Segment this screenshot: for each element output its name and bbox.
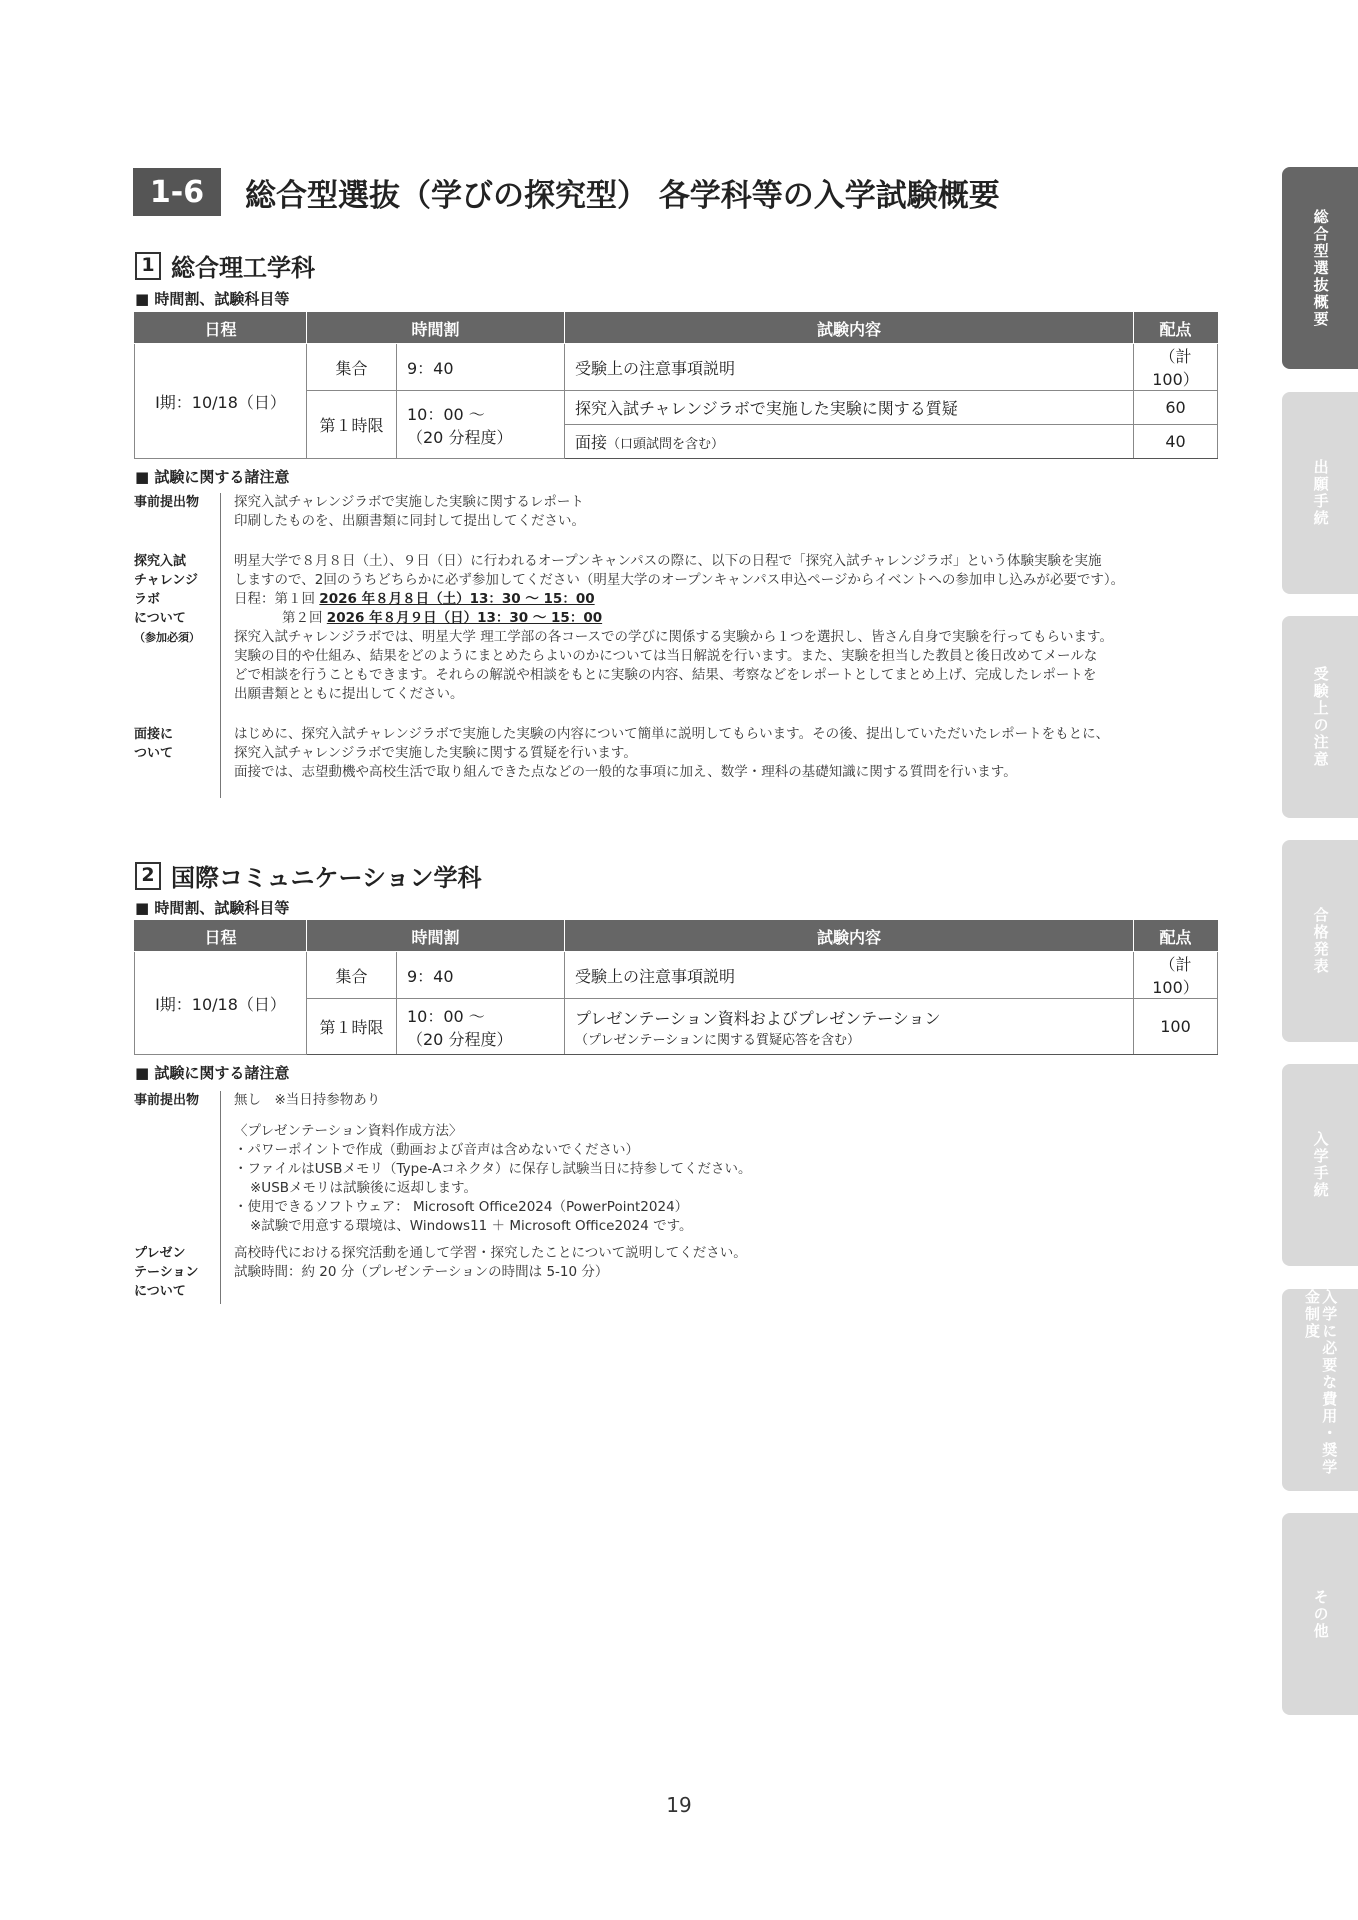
time-start: 10：00 〜 — [407, 404, 485, 424]
side-tab-application[interactable] — [1282, 392, 1358, 594]
note-line: ・ファイルはUSBメモリ（Type-Aコネクタ）に保存し試験当日に持参してください。 — [234, 1161, 752, 1177]
label-line: ラボ — [134, 592, 161, 607]
note-line: 実験の目的や仕組み、結果をどのようにまとめたらよいのかについては当日解説を行います。また、実験を担当した教員と後日改めてメールな — [234, 648, 1098, 664]
header-points: 配点 — [1134, 313, 1218, 344]
note-line: どで相談を行うこともできます。それらの解説や相談をもとに実験の内容、結果、考察などをレポートとしてまとめ上げ、完成したレポートを — [234, 667, 1097, 683]
section2-schedule-table — [134, 920, 1218, 1055]
period-cell: 第１時限 — [307, 999, 397, 1055]
period-cell: 集合 — [307, 952, 397, 999]
note-label-submission: 事前提出物 — [134, 495, 200, 510]
section1-number: 1 — [135, 252, 161, 280]
page-title-text: 総合型選抜（学びの探究型） 各学科等の入学試験概要 — [245, 177, 1000, 214]
side-tab-enrollment[interactable] — [1282, 1064, 1358, 1266]
tab-label: 総合型選抜概要 — [1311, 208, 1330, 328]
note-label-challenge-lab — [134, 552, 220, 725]
section2-notes — [134, 1091, 1224, 1304]
table-header-row — [135, 921, 1218, 952]
side-tab-exam-notes[interactable] — [1282, 616, 1358, 818]
content-cell: 探究入試チャレンジラボで実施した実験に関する質疑 — [565, 391, 1134, 425]
header-content: 試験内容 — [565, 313, 1134, 344]
section2-heading — [135, 858, 482, 893]
note-line: 探究入試チャレンジラボで実施した実験に関する質疑を行います。 — [234, 745, 637, 761]
points-cell: （計 100） — [1134, 952, 1218, 999]
side-tab-other[interactable] — [1282, 1513, 1358, 1715]
note-line: 〈プレゼンテーション資料作成方法〉 — [234, 1123, 463, 1139]
label-line: について — [134, 1284, 186, 1299]
side-tab-results[interactable] — [1282, 840, 1358, 1042]
period-cell: 集合 — [307, 344, 397, 391]
time-cell — [397, 999, 565, 1055]
tab-label: 入学手続 — [1311, 1131, 1330, 1199]
tab-label: 合格発表 — [1311, 907, 1330, 975]
header-date: 日程 — [135, 921, 307, 952]
points-cell: 100 — [1134, 999, 1218, 1055]
label-line: テーション — [134, 1265, 199, 1280]
note-line: しますので、2回のうちどちらかに必ず参加してください（明星大学のオープンキャンパス申込ページからイベントへの参加申し込みが必要です）。 — [234, 572, 1125, 588]
note-row-submission — [134, 1091, 1224, 1244]
section1-schedule-table — [134, 312, 1218, 459]
table-row — [135, 952, 1218, 999]
note-label-presentation — [134, 1244, 220, 1304]
table-header-row — [135, 313, 1218, 344]
exam-date: Ⅰ期：10/18（日） — [135, 952, 307, 1055]
section1-schedule-heading: ■ 時間割、試験科目等 — [135, 290, 290, 308]
note-row-challenge-lab — [134, 552, 1224, 725]
content-note: （口頭試問を含む） — [607, 437, 725, 452]
points-cell: 40 — [1134, 425, 1218, 459]
note-line: 面接では、志望動機や高校生活で取り組んできた点などの一般的な事項に加え、数学・理科の基礎知識に関する質問を行います。 — [234, 764, 1017, 780]
time-cell: 9：40 — [397, 952, 565, 999]
note-label-submission: 事前提出物 — [134, 1093, 200, 1108]
points-cell: （計 100） — [1134, 344, 1218, 391]
lab-date-2 — [234, 609, 1224, 628]
section2-notes-heading: ■ 試験に関する諸注意 — [135, 1064, 290, 1082]
side-tab-selection-overview[interactable] — [1282, 167, 1358, 369]
lab-date-1 — [234, 590, 1224, 609]
time-cell — [397, 391, 565, 459]
label-line: チャレンジ — [134, 573, 198, 588]
note-body-submission — [220, 1091, 1224, 1244]
section1-notes-heading: ■ 試験に関する諸注意 — [135, 468, 290, 486]
content-cell: 受験上の注意事項説明 — [565, 344, 1134, 391]
date-prefix: 日程：第１回 — [234, 591, 320, 607]
date-value: 2026 年８月９日（日）13：30 〜 15：00 — [326, 610, 603, 626]
section1-heading — [135, 248, 315, 283]
section1-title: 総合理工学科 — [171, 254, 315, 282]
tab-label: 出願手続 — [1311, 459, 1330, 527]
note-body-challenge-lab — [220, 552, 1224, 725]
label-line: 面接に — [134, 727, 174, 742]
time-duration: （20 分程度） — [407, 427, 513, 447]
note-line: ・使用できるソフトウェア： Microsoft Office2024（PowerPoint2024） — [234, 1199, 689, 1215]
section1-notes — [134, 493, 1224, 798]
header-timetable: 時間割 — [307, 921, 565, 952]
content-cell: 受験上の注意事項説明 — [565, 952, 1134, 999]
content-cell — [565, 425, 1134, 459]
section2-title: 国際コミュニケーション学科 — [171, 864, 482, 892]
note-line: ※USBメモリは試験後に返却します。 — [250, 1180, 477, 1196]
page-number: 19 — [666, 1793, 692, 1817]
label-mini: （参加必須） — [134, 631, 200, 644]
content-main: 面接 — [575, 433, 608, 452]
date-value: 2026 年８月８日（土）13：30 〜 15：00 — [319, 591, 595, 607]
note-row-submission — [134, 493, 1224, 552]
note-line: 印刷したものを、出願書類に同封して提出してください。 — [234, 513, 585, 529]
note-line: 試験時間：約 20 分（プレゼンテーションの時間は 5-10 分） — [234, 1264, 609, 1280]
label-line: プレゼン — [134, 1246, 186, 1261]
note-line: ・パワーポイントで作成（動画および音声は含めないでください） — [234, 1142, 639, 1158]
note-line: 探究入試チャレンジラボでは、明星大学 理工学部の各コースでの学びに関係する実験から１つを選択し、皆さん自身で実験を行ってもらいます。 — [234, 629, 1113, 645]
note-label-interview — [134, 725, 220, 798]
section2-schedule-heading: ■ 時間割、試験科目等 — [135, 899, 290, 917]
note-row-interview — [134, 725, 1224, 798]
note-line: ※試験で用意する環境は、Windows11 ＋ Microsoft Office2024 です。 — [250, 1218, 693, 1234]
period-cell: 第１時限 — [307, 391, 397, 459]
section2-number: 2 — [135, 862, 161, 890]
note-body-submission — [220, 493, 1224, 552]
content-main: プレゼンテーション資料およびプレゼンテーション — [575, 1008, 941, 1028]
content-note: （プレゼンテーションに関する質疑応答を含む） — [575, 1032, 860, 1048]
note-body-interview — [220, 725, 1224, 798]
header-content: 試験内容 — [565, 921, 1134, 952]
note-line: 高校時代における探究活動を通して学習・探究したことについて説明してください。 — [234, 1245, 747, 1261]
time-start: 10：00 〜 — [407, 1006, 485, 1026]
points-cell: 60 — [1134, 391, 1218, 425]
tab-label: 受験上の注意 — [1311, 666, 1330, 768]
header-points: 配点 — [1134, 921, 1218, 952]
note-line: 明星大学で８月８日（土）、９日（日）に行われるオープンキャンパスの際に、以下の日程で「探究入試チャレンジラボ」という体験実験を実施 — [234, 553, 1102, 569]
label-line: について — [134, 611, 186, 626]
tab-label: 入学に必要な費用・奨学金制度 — [1303, 1289, 1339, 1476]
side-tab-fees-scholarship[interactable] — [1282, 1289, 1358, 1491]
table-row — [135, 344, 1218, 391]
date-prefix: 第２回 — [282, 610, 327, 626]
label-line: 探究入試 — [134, 554, 187, 569]
tab-label: その他 — [1311, 1588, 1330, 1640]
note-line: 探究入試チャレンジラボで実施した実験に関するレポート — [234, 494, 584, 510]
header-timetable: 時間割 — [307, 313, 565, 344]
note-line: 出願書類とともに提出してください。 — [234, 686, 464, 702]
label-line: ついて — [134, 746, 174, 761]
content-cell — [565, 999, 1134, 1055]
note-line: 無し ※当日持参物あり — [234, 1092, 381, 1108]
note-line: はじめに、探究入試チャレンジラボで実施した実験の内容について簡単に説明してもらいます。その後、提出していただいたレポートをもとに、 — [234, 726, 1110, 742]
section-number-badge: 1-6 — [133, 168, 221, 216]
note-row-presentation — [134, 1244, 1224, 1304]
page-title — [133, 168, 1000, 216]
time-duration: （20 分程度） — [407, 1029, 513, 1049]
time-cell: 9：40 — [397, 344, 565, 391]
header-date: 日程 — [135, 313, 307, 344]
exam-date: Ⅰ期：10/18（日） — [135, 344, 307, 459]
note-body-presentation — [220, 1244, 1224, 1304]
